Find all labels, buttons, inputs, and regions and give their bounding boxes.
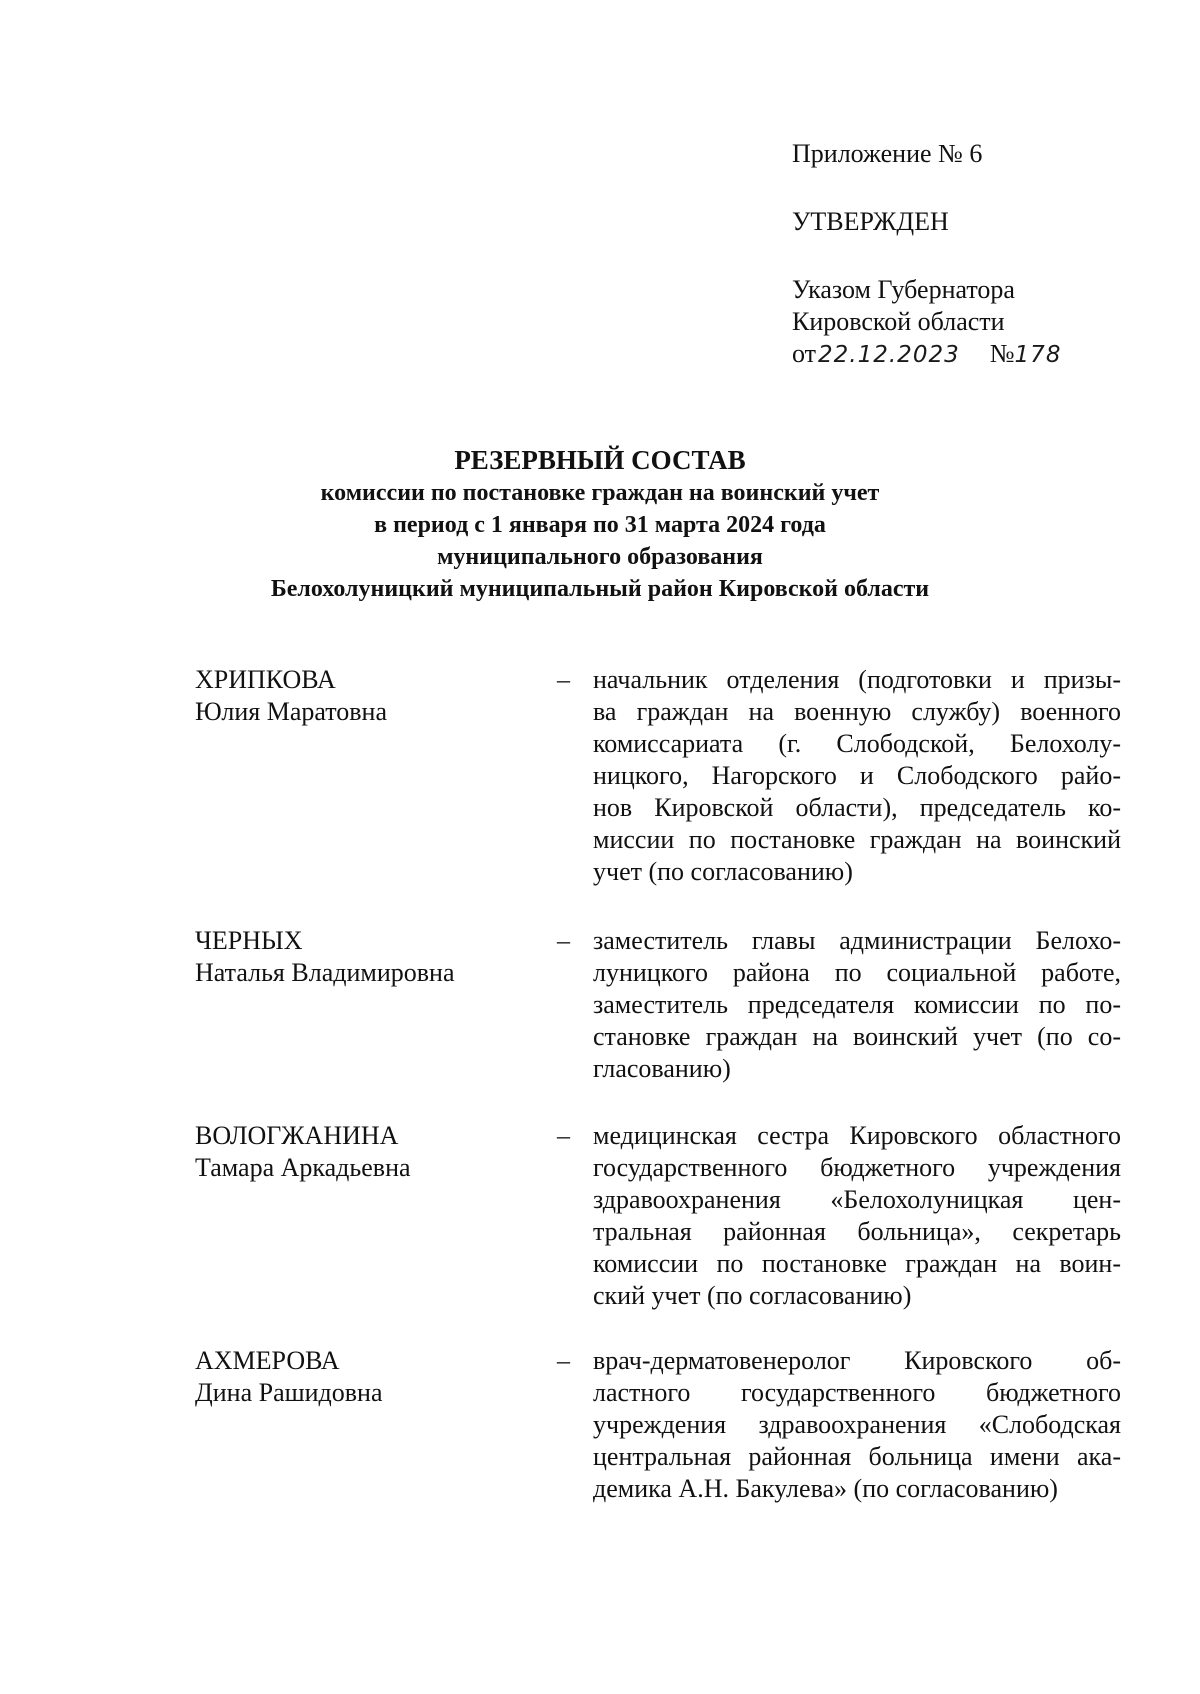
description-line: миссии по постановке граждан на воинский: [593, 825, 1121, 854]
member-description: [593, 925, 1121, 1085]
handwritten-number: 178: [1014, 342, 1062, 368]
decree-line-2: Кировской области: [792, 307, 1005, 336]
member-surname: ВОЛОГЖАНИНА: [195, 1121, 399, 1150]
member-surname: ЧЕРНЫХ: [195, 926, 303, 955]
member-given-names: Тамара Аркадьевна: [195, 1153, 411, 1182]
description-line: демика А.Н. Бакулева» (по согласованию): [593, 1474, 1058, 1503]
description-line: гласованию): [593, 1054, 731, 1083]
member-description: [593, 664, 1121, 888]
description-line: ский учет (по согласованию): [593, 1281, 912, 1310]
description-line: государственного бюджетного учреждения: [593, 1153, 1121, 1182]
member-given-names: Дина Рашидовна: [195, 1378, 383, 1407]
description-line: комиссариата (г. Слободской, Белохолу-: [593, 729, 1121, 758]
description-line: ницкого, Нагорского и Слободского райо-: [593, 761, 1121, 790]
member-dash: –: [557, 665, 570, 694]
document-title: [150, 443, 1050, 605]
member-description: [593, 1120, 1121, 1312]
description-line: тральная районная больница», секретарь: [593, 1217, 1121, 1246]
member-name: [195, 925, 555, 989]
member-given-names: Юлия Маратовна: [195, 697, 388, 726]
description-line: нов Кировской области), председатель ко-: [593, 793, 1121, 822]
approval-block: [792, 138, 1061, 371]
title-line-3: в период с 1 января по 31 марта 2024 года: [374, 512, 826, 538]
description-line: начальник отделения (подготовки и призы-: [593, 665, 1121, 694]
handwritten-date: 22.12.2023: [818, 342, 960, 368]
title-line-2: комиссии по постановке граждан на воинский учет: [320, 480, 880, 506]
approved-label: УТВЕРЖДЕН: [792, 207, 949, 236]
title-line-5: Белохолуницкий муниципальный район Кировской области: [270, 576, 930, 602]
description-line: луницкого района по социальной работе,: [593, 958, 1121, 987]
description-line: заместитель главы администрации Белохо-: [593, 926, 1121, 955]
member-dash: –: [557, 1121, 570, 1150]
member-name: [195, 1120, 555, 1184]
description-line: врач-дерматовенеролог Кировского об-: [593, 1346, 1121, 1375]
decree-line-1: Указом Губернатора: [792, 275, 1015, 304]
number-label: №: [989, 339, 1015, 368]
description-line: учреждения здравоохранения «Слободская: [593, 1410, 1121, 1439]
description-line: комиссии по постановке граждан на воин-: [593, 1249, 1121, 1278]
description-line: учет (по согласованию): [593, 857, 853, 886]
description-line: заместитель председателя комиссии по по-: [593, 990, 1121, 1019]
member-name: [195, 664, 555, 728]
member-given-names: Наталья Владимировна: [195, 958, 455, 987]
member-name: [195, 1345, 555, 1409]
description-line: становке граждан на воинский учет (по со-: [593, 1022, 1121, 1051]
description-line: ва граждан на военную службу) военного: [593, 697, 1121, 726]
from-label: от: [792, 339, 817, 368]
description-line: медицинская сестра Кировского областного: [593, 1121, 1121, 1150]
description-line: центральная районная больница имени ака-: [593, 1442, 1121, 1471]
member-surname: АХМЕРОВА: [195, 1346, 340, 1375]
title-main: РЕЗЕРВНЫЙ СОСТАВ: [454, 445, 746, 475]
member-dash: –: [557, 1346, 570, 1375]
description-line: здравоохранения «Белохолуницкая цен-: [593, 1185, 1121, 1214]
member-surname: ХРИПКОВА: [195, 665, 336, 694]
title-line-4: муниципального образования: [437, 544, 763, 570]
description-line: ластного государственного бюджетного: [593, 1378, 1121, 1407]
member-description: [593, 1345, 1121, 1505]
member-dash: –: [557, 926, 570, 955]
appendix-label: Приложение № 6: [792, 139, 983, 168]
decree-date-line: [792, 338, 1061, 371]
